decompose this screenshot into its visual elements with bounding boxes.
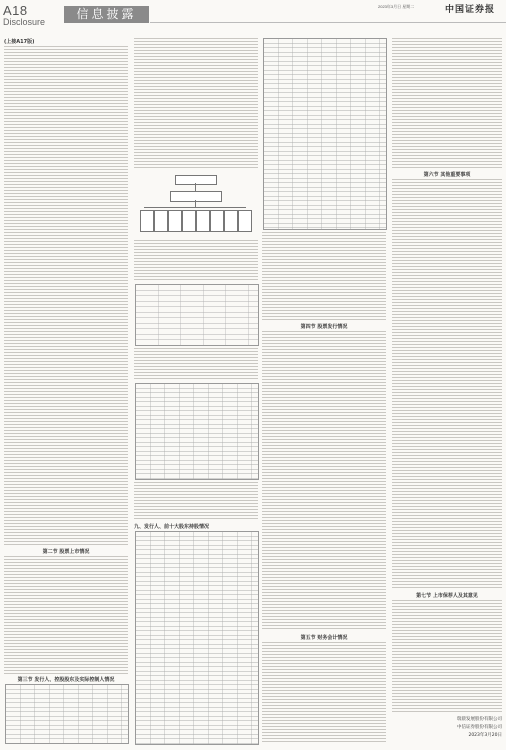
col2-text-block-3	[134, 348, 258, 380]
org-chart-connector	[144, 207, 246, 208]
col1-table	[5, 684, 129, 744]
org-chart-connector	[195, 200, 196, 207]
col2-table-heading: 九、发行人、前十大股东持股情况	[134, 524, 210, 530]
col2-text-block-4	[134, 482, 258, 520]
col2-table-1	[135, 284, 259, 346]
org-chart-leaf	[238, 210, 252, 232]
col1-text-block	[4, 46, 128, 546]
col4-text-block-2	[392, 179, 502, 589]
org-chart-leaf	[168, 210, 182, 232]
org-chart-leaf	[210, 210, 224, 232]
col1-text-block-2	[4, 556, 128, 674]
col2-top10-table	[135, 531, 259, 745]
section-label-en: Disclosure	[3, 17, 46, 27]
col1-heading-2: 第二节 股票上市情况	[42, 549, 90, 555]
col3-text-block-2	[262, 331, 386, 631]
section-title: 信息披露	[64, 6, 149, 23]
col3-heading-4: 第四节 股票发行情况	[300, 324, 348, 330]
org-chart-leaf	[224, 210, 238, 232]
org-chart-connector	[195, 183, 196, 191]
page-number: A18	[3, 3, 28, 18]
col3-heading-5: 第五节 财务会计情况	[300, 635, 348, 641]
col3-text-block	[262, 232, 386, 320]
org-chart-leaf	[182, 210, 196, 232]
col4-heading-6: 第六节 其他重要事项	[423, 172, 471, 178]
org-chart-leaf	[140, 210, 154, 232]
org-chart	[140, 175, 250, 233]
col3-table	[263, 38, 387, 230]
col2-text-block-2	[134, 240, 258, 280]
col3-text-block-3	[262, 642, 386, 742]
org-chart-node	[170, 191, 222, 202]
issue-date: 2023年3月日 星期二	[378, 4, 415, 9]
col4-text-block-3	[392, 600, 502, 712]
org-chart-root	[175, 175, 217, 185]
org-chart-leaf	[196, 210, 210, 232]
header-rule	[150, 22, 506, 23]
col2-shareholder-table	[135, 383, 259, 480]
col4-text-block	[392, 38, 502, 168]
col1-top-heading: (上接A17版)	[4, 39, 35, 45]
page-header	[0, 0, 506, 30]
issuer-name: 瑞晨发展股份有限公司	[457, 717, 502, 722]
newspaper-brand: 中国证券报	[445, 5, 496, 15]
sponsor-name: 中信证券股份有限公司	[457, 725, 502, 730]
signature-date: 2023年3月20日	[468, 733, 502, 738]
col4-heading-7: 第七节 上市保荐人及其意见	[416, 593, 478, 599]
col2-text-block	[134, 38, 258, 170]
org-chart-leaf	[154, 210, 168, 232]
col1-heading-3: 第三节 发行人、控股股东及实际控制人情况	[17, 677, 115, 683]
